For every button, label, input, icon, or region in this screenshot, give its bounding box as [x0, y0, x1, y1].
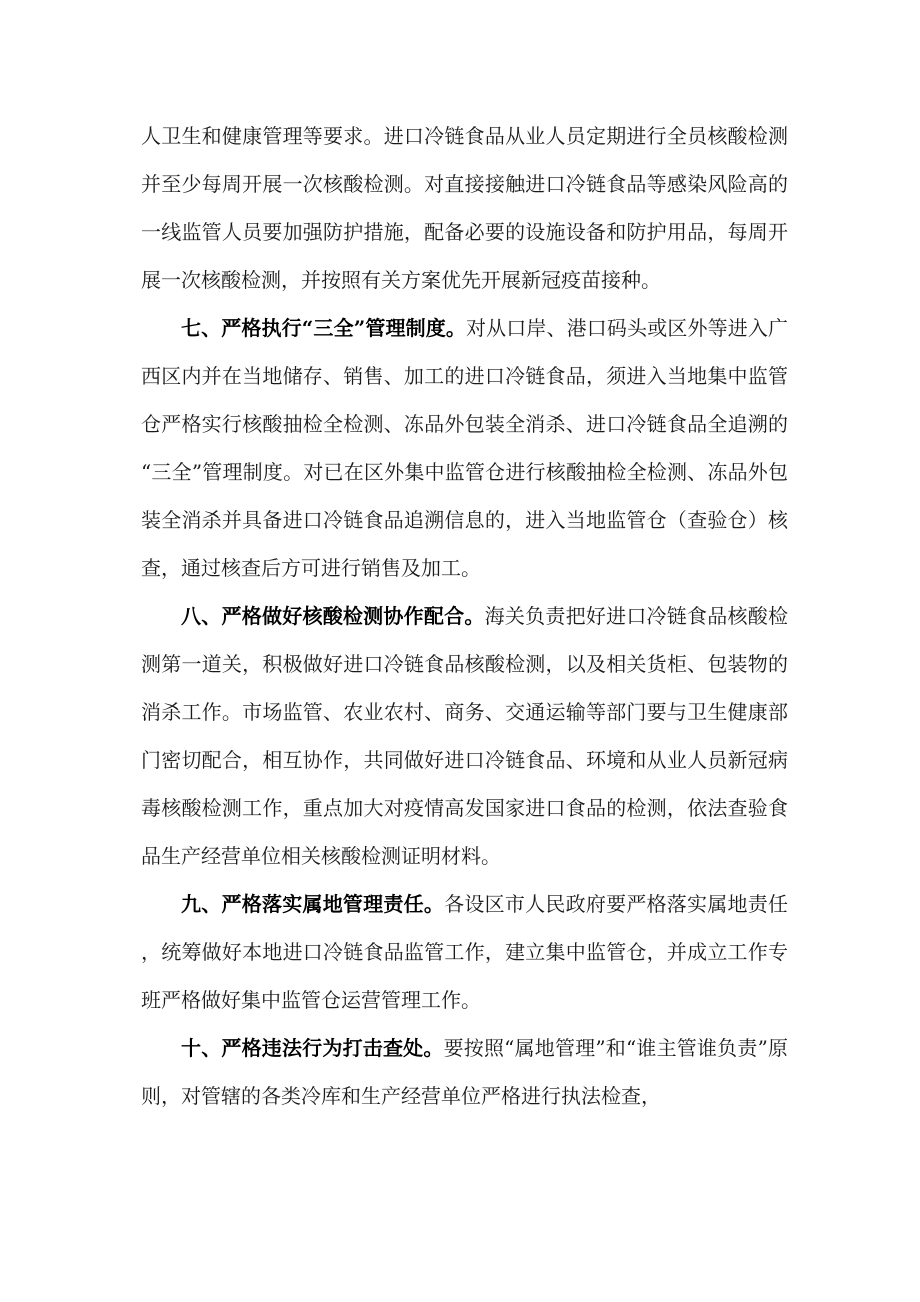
paragraph-body: 对从口岸、港口码头或区外等进入广西区内并在当地储存、销售、加工的进口冷链食品，须进入当地集中监管仓严格实行核酸抽检全检测、冻品外包装全消杀、进口冷链食品全追溯的“三全”管理制度。对已在区外集中监管仓进行核酸抽检全检测、冻品外包装全消杀并具备进口冷链食品追溯信息的，进入当地监管仓（查验仓）核查，通过核查后方可进行销售及加工。 [141, 316, 788, 580]
paragraph-body: 海关负责把好进口冷链食品核酸检测第一道关，积极做好进口冷链食品核酸检测，以及相关货柜、包装物的消杀工作。市场监管、农业农村、商务、交通运输等部门要与卫生健康部门密切配合，相互协作，共同做好进口冷链食品、环境和从业人员新冠病毒核酸检测工作，重点加大对疫情高发国家进口食品的检测，依法查验食品生产经营单位相关核酸检测证明材料。 [141, 604, 789, 868]
paragraph-body: 人卫生和健康管理等要求。进口冷链食品从业人员定期进行全员核酸检测并至少每周开展一次核酸检测。对直接接触进口冷链食品等感染风险高的一线监管人员要加强防护措施，配备必要的设施设备和防护用品，每周开展一次核酸检测，并按照有关方案优先开展新冠疫苗接种。 [141, 124, 788, 292]
paragraph-section-9 [141, 880, 788, 1024]
paragraph-body: 要按照“属地管理”和“谁主管谁负责”原则，对管辖的各类冷库和生产经营单位严格进行执法检查， [141, 1036, 788, 1108]
document-body [141, 112, 788, 1120]
paragraph-section-10 [141, 1024, 788, 1120]
paragraph-body: 各设区市人民政府要严格落实属地责任，统筹做好本地进口冷链食品监管工作，建立集中监管仓，并成立工作专班严格做好集中监管仓运营管理工作。 [141, 892, 789, 1012]
section-heading: 七、严格执行“三全”管理制度。 [181, 316, 466, 340]
section-heading: 十、严格违法行为打击查处。 [181, 1036, 444, 1060]
paragraph-section-7 [141, 304, 788, 592]
section-heading: 九、严格落实属地管理责任。 [181, 892, 445, 916]
section-heading: 八、严格做好核酸检测协作配合。 [181, 604, 485, 628]
paragraph-continuation [141, 112, 788, 304]
paragraph-section-8 [141, 592, 788, 880]
